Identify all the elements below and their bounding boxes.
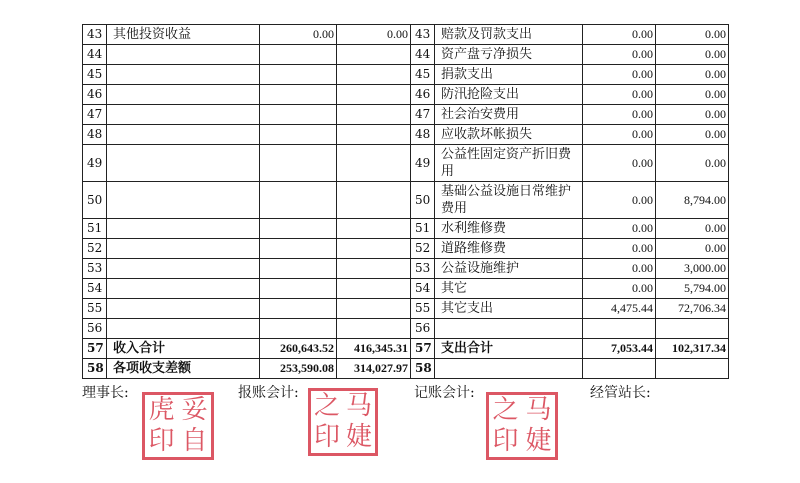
expense-current-cell: 0.00 [583,65,656,85]
expense-item-cell: 资产盘亏净损失 [435,45,583,65]
row-number-cell: 46 [83,85,107,105]
expense-item-cell [435,319,583,339]
table-row [83,45,729,65]
expense-item-cell: 公益设施维护 [435,259,583,279]
chair-label: 理事长: [82,385,129,401]
income-current-cell [260,45,337,65]
row-number-cell: 43 [411,25,435,45]
income-current-cell [260,279,337,299]
income-item-cell [107,219,260,239]
income-cumulative-cell [337,105,411,125]
table-row [83,25,729,45]
income-current-cell: 260,643.52 [260,339,337,359]
seal-char: 虎 [148,395,175,425]
income-item-cell [107,145,260,182]
row-number-cell: 44 [83,45,107,65]
table-row [83,339,729,359]
income-current-cell [260,85,337,105]
expense-current-cell: 7,053.44 [583,339,656,359]
income-cumulative-cell [337,182,411,219]
row-number-cell: 49 [83,145,107,182]
expense-cumulative-cell: 72,706.34 [656,299,729,319]
expense-cumulative-cell: 0.00 [656,25,729,45]
income-cumulative-cell [337,65,411,85]
income-current-cell [260,239,337,259]
income-item-cell [107,45,260,65]
income-item-cell [107,279,260,299]
row-number-cell: 55 [83,299,107,319]
expense-item-cell: 公益性固定资产折旧费用 [435,145,583,182]
income-current-cell [260,319,337,339]
row-number-cell: 53 [83,259,107,279]
expense-current-cell [583,359,656,379]
income-item-cell [107,105,260,125]
table-row [83,239,729,259]
row-number-cell: 46 [411,85,435,105]
row-number-cell: 47 [83,105,107,125]
table-row [83,299,729,319]
income-cumulative-cell [337,259,411,279]
expense-item-cell: 应收款坏帐损失 [435,125,583,145]
seal-reporter [308,388,378,456]
row-number-cell: 56 [411,319,435,339]
income-cumulative-cell: 0.00 [337,25,411,45]
seal-char: 马 [525,395,552,425]
row-number-cell: 50 [83,182,107,219]
income-cumulative-cell [337,319,411,339]
expense-item-cell: 捐款支出 [435,65,583,85]
row-number-cell: 55 [411,299,435,319]
expense-item-cell: 社会治安费用 [435,105,583,125]
income-item-cell: 其他投资收益 [107,25,260,45]
reporter-label: 报账会计: [238,385,299,401]
expense-item-cell: 水利维修费 [435,219,583,239]
income-item-cell [107,239,260,259]
income-item-cell: 收入合计 [107,339,260,359]
table-row [83,105,729,125]
row-number-cell: 52 [411,239,435,259]
seal-chair [142,392,214,460]
income-item-cell: 各项收支差额 [107,359,260,379]
income-current-cell [260,105,337,125]
income-cumulative-cell: 416,345.31 [337,339,411,359]
expense-item-cell: 其它 [435,279,583,299]
income-cumulative-cell [337,45,411,65]
income-current-cell [260,182,337,219]
row-number-cell: 49 [411,145,435,182]
seal-char: 印 [492,426,519,456]
expense-cumulative-cell: 3,000.00 [656,259,729,279]
expense-cumulative-cell: 0.00 [656,105,729,125]
income-cumulative-cell [337,219,411,239]
income-current-cell [260,125,337,145]
expense-item-cell: 道路维修费 [435,239,583,259]
income-current-cell [260,299,337,319]
expense-cumulative-cell: 0.00 [656,65,729,85]
expense-cumulative-cell: 5,794.00 [656,279,729,299]
seal-bookkeeper [486,392,558,460]
income-current-cell [260,145,337,182]
income-item-cell [107,85,260,105]
income-current-cell [260,219,337,239]
table-row [83,359,729,379]
seal-char: 之 [313,391,340,421]
income-item-cell [107,65,260,85]
expense-current-cell: 0.00 [583,145,656,182]
row-number-cell: 57 [83,339,107,359]
expense-current-cell: 0.00 [583,45,656,65]
expense-current-cell: 0.00 [583,125,656,145]
expense-current-cell: 0.00 [583,239,656,259]
income-cumulative-cell [337,239,411,259]
seal-char: 妥 [181,395,208,425]
expense-item-cell: 其它支出 [435,299,583,319]
expense-cumulative-cell: 0.00 [656,145,729,182]
station-head-label: 经管站长: [590,385,651,401]
table-row [83,182,729,219]
expense-current-cell: 0.00 [583,85,656,105]
income-cumulative-cell [337,125,411,145]
table-row [83,145,729,182]
row-number-cell: 44 [411,45,435,65]
bookkeeper-label: 记账会计: [414,385,475,401]
seal-char: 印 [148,426,175,456]
expense-cumulative-cell: 102,317.34 [656,339,729,359]
table-row [83,125,729,145]
row-number-cell: 54 [411,279,435,299]
seal-char: 之 [492,395,519,425]
income-item-cell [107,299,260,319]
row-number-cell: 58 [411,359,435,379]
expense-cumulative-cell: 0.00 [656,45,729,65]
row-number-cell: 48 [411,125,435,145]
table-row [83,65,729,85]
expense-item-cell [435,359,583,379]
row-number-cell: 47 [411,105,435,125]
expense-current-cell: 0.00 [583,259,656,279]
row-number-cell: 45 [411,65,435,85]
row-number-cell: 56 [83,319,107,339]
row-number-cell: 57 [411,339,435,359]
row-number-cell: 48 [83,125,107,145]
expense-current-cell [583,319,656,339]
income-current-cell [260,65,337,85]
seal-char: 自 [181,426,208,456]
table-row [83,279,729,299]
expense-current-cell: 0.00 [583,105,656,125]
expense-current-cell: 0.00 [583,182,656,219]
expense-cumulative-cell: 0.00 [656,239,729,259]
income-current-cell: 253,590.08 [260,359,337,379]
expense-item-cell: 基础公益设施日常维护费用 [435,182,583,219]
income-cumulative-cell: 314,027.97 [337,359,411,379]
income-cumulative-cell [337,279,411,299]
expense-current-cell: 0.00 [583,279,656,299]
row-number-cell: 43 [83,25,107,45]
table-row [83,85,729,105]
expense-item-cell: 支出合计 [435,339,583,359]
row-number-cell: 52 [83,239,107,259]
income-current-cell [260,259,337,279]
income-cumulative-cell [337,299,411,319]
expense-cumulative-cell: 8,794.00 [656,182,729,219]
expense-current-cell: 0.00 [583,25,656,45]
income-cumulative-cell [337,85,411,105]
table-row [83,319,729,339]
seal-char: 婕 [525,426,552,456]
expense-cumulative-cell: 0.00 [656,219,729,239]
expense-item-cell: 防汛抢险支出 [435,85,583,105]
seal-char: 马 [345,391,372,421]
income-item-cell [107,259,260,279]
ledger-table [82,24,729,379]
expense-cumulative-cell: 0.00 [656,85,729,105]
row-number-cell: 51 [411,219,435,239]
expense-cumulative-cell [656,359,729,379]
expense-current-cell: 4,475.44 [583,299,656,319]
row-number-cell: 50 [411,182,435,219]
row-number-cell: 58 [83,359,107,379]
row-number-cell: 45 [83,65,107,85]
seal-char: 婕 [345,422,372,452]
income-item-cell [107,319,260,339]
expense-cumulative-cell [656,319,729,339]
row-number-cell: 54 [83,279,107,299]
seal-char: 印 [313,422,340,452]
ledger-body [83,25,729,379]
row-number-cell: 51 [83,219,107,239]
expense-current-cell: 0.00 [583,219,656,239]
row-number-cell: 53 [411,259,435,279]
table-row [83,259,729,279]
income-item-cell [107,182,260,219]
table-row [83,219,729,239]
expense-cumulative-cell: 0.00 [656,125,729,145]
income-item-cell [107,125,260,145]
income-cumulative-cell [337,145,411,182]
expense-item-cell: 赔款及罚款支出 [435,25,583,45]
income-current-cell: 0.00 [260,25,337,45]
